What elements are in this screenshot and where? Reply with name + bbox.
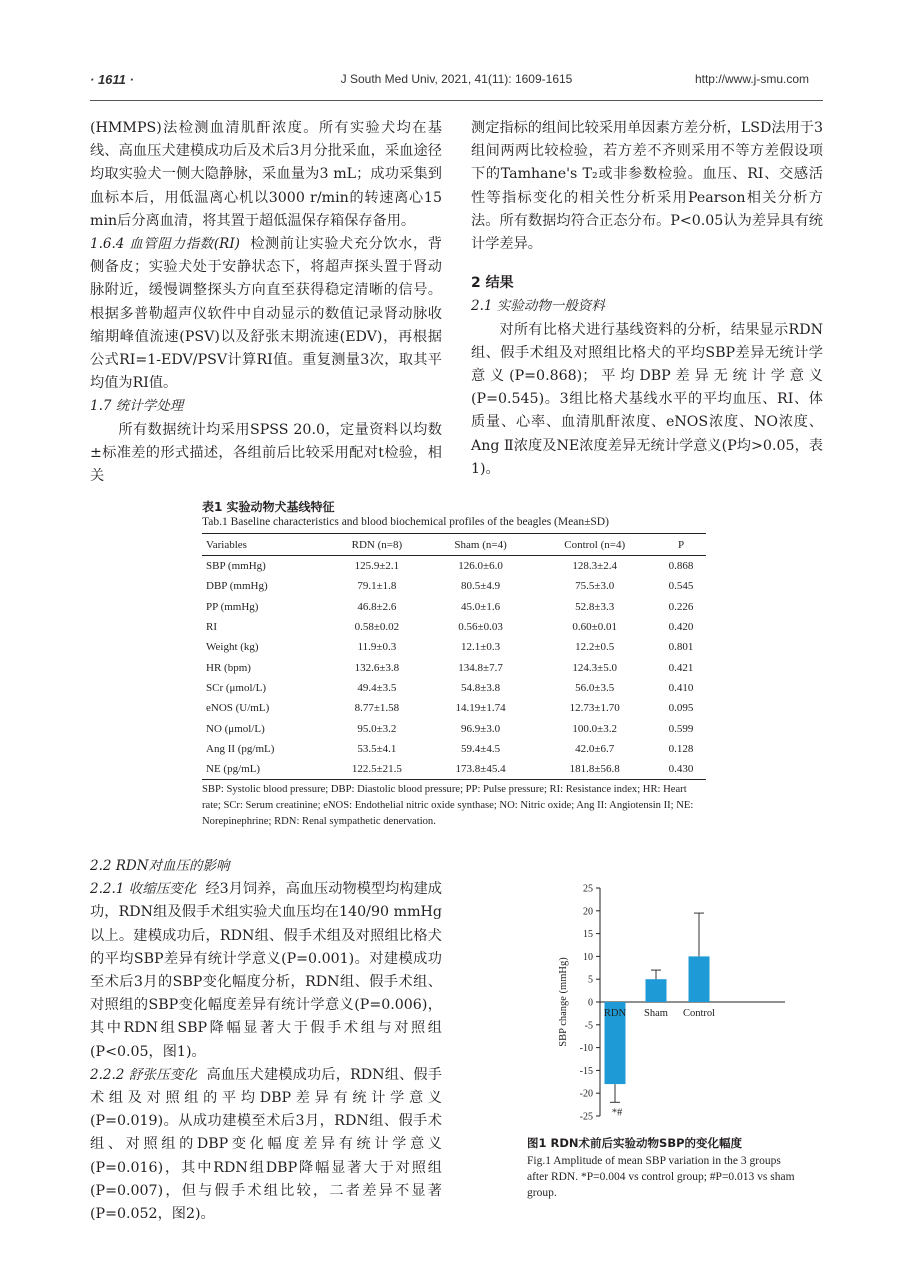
baseline-table [202,533,706,780]
paragraph-stats: 所有数据统计均采用SPSS 20.0，定量资料以均数±标准差的形式描述，各组前后比较采用配对t检验，相关 [90,421,442,485]
journal-citation: J South Med Univ, 2021, 41(11): 1609-1615 [340,72,573,86]
table-cell: 79.1±1.8 [357,580,397,593]
table-cell: 14.19±1.74 [455,702,506,715]
table-cell: 59.4±4.5 [461,742,501,755]
table-cell: 52.8±3.3 [575,600,615,613]
table-cell: SBP (mmHg) [206,560,266,573]
table-cell: Ang II (pg/mL) [206,742,275,755]
table-cell: 173.8±45.4 [428,759,534,780]
figure-caption-cn: 图1 RDN术前后实验动物SBP的变化幅度 [527,1136,743,1150]
bar-sham [646,979,667,1002]
table-footnote: SBP: Systolic blood pressure; DBP: Diastolic blood pressure; PP: Pulse pressure; RI: Resistance index; HR: Heart rate; SCr: Serum creatinine; eNOS: Endothelial nitric oxide synthase; NO: Nitric oxide; Ang II: Angiotensin II; NE: Norepinephrine; RDN: Renal sympathetic denervation. [202,784,694,827]
section-heading-2-1: 2.1 实验动物一般资料 [471,298,605,315]
left-column [90,117,442,488]
section-heading: 1.6.4 血管阻力指数(RI) [90,236,240,253]
y-tick-label: 0 [588,997,593,1009]
section-heading-results: 2 结果 [471,275,514,292]
paragraph-baseline: 对所有比格犬进行基线资料的分析，结果显示RDN组、假手术组及对照组比格犬的平均SBP差异无统计学意义(P=0.868)；平均DBP差异无统计学意义(P=0.545)。3组比格犬基线水平的平均血压、RI、体质量、心率、血清肌酐浓度、eNOS浓度、NO浓度、Ang Ⅱ浓度及NE浓度差异无统计学意义(P均>0.05，表1)。 [471,321,823,477]
table-cell: 0.801 [668,641,694,654]
table-cell: 56.0±3.5 [575,681,615,694]
section-body: 高血压犬建模成功后，RDN组、假手术组及对照组的平均DBP差异有统计学意义(P=0.019)。从成功建模至术后3月，RDN组、假手术组、对照组的DBP变化幅度差异有统计学意义(P=0.016)，其中RDN组DBP降幅显著大于对照组(P=0.007)，但与假手术组比较，二者差异不显著(P=0.052，图2)。 [90,1066,442,1223]
table-cell: 12.2±0.5 [575,641,615,654]
section-body: 检测前让实验犬充分饮水，背侧备皮；实验犬处于安静状态下，将超声探头置于肾动脉附近，缓慢调整探头方向直至获得稳定清晰的信号。根据多普勒超声仪软件中自动显示的数值记录肾动脉收缩期峰值流速(PSV)以及舒张末期流速(EDV)，再根据公式RI=1-EDV/PSV计算RI值。重复测量3次，取其平均值为RI值。 [90,236,442,392]
table-cell: 11.9±0.3 [357,641,397,654]
y-tick-label: -10 [579,1043,593,1055]
table-cell: HR (bpm) [206,661,251,674]
y-tick-label: 5 [588,974,593,986]
table-cell: 96.9±3.0 [461,722,501,735]
table-cell: 54.8±3.8 [461,681,501,694]
bar-control [689,956,710,1002]
table-cell: 45.0±1.6 [461,600,501,613]
table-caption-en: Tab.1 Baseline characteristics and blood biochemical profiles of the beagles (Mean±SD) [202,516,609,528]
table-row [202,698,706,718]
table-cell: 0.599 [668,722,694,735]
right-column [471,117,823,481]
column-header: Variables [202,534,326,556]
column-header: Control (n=4) [533,534,656,556]
section-2-2-2 [90,1064,442,1226]
table-cell: 49.4±3.5 [357,681,397,694]
table-cell: 0.868 [668,560,694,573]
column-header: P [656,534,706,556]
table-cell: 0.545 [668,580,694,593]
significance-label: *# [611,1107,623,1119]
column-header: Sham (n=4) [428,534,534,556]
y-tick-label: -15 [579,1065,593,1077]
section-heading: 2.2.2 舒张压变化 [90,1066,198,1083]
sbp-change-chart [540,880,800,1125]
table-cell: RI [206,621,217,634]
table-header-row [202,534,706,556]
x-tick-label: Sham [644,1008,668,1019]
y-tick-label: -5 [584,1020,593,1032]
x-tick-label: RDN [603,1008,627,1019]
table-cell: 128.3±2.4 [572,560,617,573]
table-cell: PP (mmHg) [206,600,259,613]
table-row [202,617,706,637]
table-cell: 0.430 [656,759,706,780]
table-cell: 8.77±1.58 [354,702,400,715]
table-row [202,576,706,596]
table-cell: 0.420 [668,621,694,634]
table-cell: 126.0±6.0 [458,560,503,573]
table-cell: 0.095 [668,702,694,715]
table-row [202,678,706,698]
figure-caption-en: Fig.1 Amplitude of mean SBP variation in the 3 groups after RDN. *P=0.004 vs control group; #P=0.013 vs sham group. [527,1155,795,1199]
table-cell: 100.0±3.2 [572,722,617,735]
y-tick-label: -25 [579,1111,593,1123]
table-cell: NE (pg/mL) [202,759,326,780]
column-header: RDN (n=8) [326,534,428,556]
table-caption-cn: 表1 实验动物犬基线特征 [202,500,335,514]
page-number: · 1611 · [90,72,134,87]
section-1-6-4 [90,233,442,395]
table-row [202,657,706,677]
table-cell: 124.3±5.0 [572,661,617,674]
table-cell: 132.6±3.8 [354,661,400,674]
table-cell: 95.0±3.2 [357,722,397,735]
journal-url[interactable]: http://www.j-smu.com [694,72,809,86]
table-cell: 0.410 [668,681,694,694]
section-heading: 2.2.1 收缩压变化 [90,881,197,898]
x-tick-label: Control [682,1008,716,1019]
table-cell: 134.8±7.7 [458,661,503,674]
table-cell: 80.5±4.9 [461,580,501,593]
table-row [202,556,706,577]
table-cell: NO (μmol/L) [206,722,265,735]
table-cell: 42.0±6.7 [575,742,615,755]
table-cell: Weight (kg) [206,641,259,654]
table-cell: 181.8±56.8 [533,759,656,780]
table-cell: SCr (μmol/L) [206,681,266,694]
table-row [202,637,706,657]
y-tick-label: 20 [583,906,593,918]
table-cell: 53.5±4.1 [357,742,397,755]
table-row [202,718,706,738]
section-body: 经3月饲养，高血压动物模型均构建成功，RDN组及假手术组实验犬血压均在140/90 mmHg以上。建模成功后，RDN组、假手术组及对照组比格犬的平均SBP差异有统计学意义(P=0.001)。对建模成功至术后3月的SBP变化幅度分析，RDN组、假手术组、对照组的SBP变化幅度差异有统计学意义(P=0.006)，其中RDN组SBP降幅显著大于假手术组与对照组(P<0.05，图1)。 [90,881,442,1060]
section-heading-1-7: 1.7 统计学处理 [90,398,184,415]
y-tick-label: 15 [583,929,593,941]
y-tick-label: 25 [583,883,593,895]
paragraph-stats-cont: 测定指标的组间比较采用单因素方差分析，LSD法用于3组间两两比较检验，若方差不齐则采用不等方差假设项下的Tamhane's T₂或非参数检验。血压、RI、交感活性等指标变化的相关性分析采用Pearson相关分析方法。所有数据均符合正态分布。P<0.05认为差异具有统计学差异。 [471,120,823,253]
section-2-2-1 [90,878,442,1064]
table-cell: 75.5±3.0 [575,580,615,593]
table-cell: 0.421 [668,661,694,674]
bottom-left-column [90,855,442,1226]
section-heading-2-2: 2.2 RDN对血压的影响 [90,858,230,874]
header-rule [90,100,823,101]
table-cell: 0.60±0.01 [572,621,617,634]
table-cell: DBP (mmHg) [206,580,268,593]
table-cell: eNOS (U/mL) [206,702,270,715]
table-cell: 0.128 [668,742,694,755]
table-cell: 0.226 [668,600,694,613]
table-cell: 0.56±0.03 [458,621,503,634]
table-cell: 46.8±2.6 [357,600,397,613]
y-axis-label: SBP change (mmHg) [558,957,569,1047]
table-cell: 12.1±0.3 [461,641,501,654]
paragraph-hmmps: (HMMPS)法检测血清肌酐浓度。所有实验犬均在基线、高血压犬建模成功后及术后3月分批采血，采血途径均取实验犬一侧大隐静脉，采血量为3 mL；成功采集到血标本后，用低温离心机以3000 r/min的转速离心15 min后分离血清，将其置于超低温保存箱保存备用。 [90,120,442,229]
y-tick-label: -20 [579,1088,593,1100]
table-row [202,759,706,780]
y-tick-label: 10 [583,951,593,963]
table-row [202,739,706,759]
table-cell: 125.9±2.1 [354,560,400,573]
table-cell: 122.5±21.5 [326,759,428,780]
table-cell: 0.58±0.02 [354,621,400,634]
table-cell: 12.73±1.70 [569,702,620,715]
table-row [202,597,706,617]
